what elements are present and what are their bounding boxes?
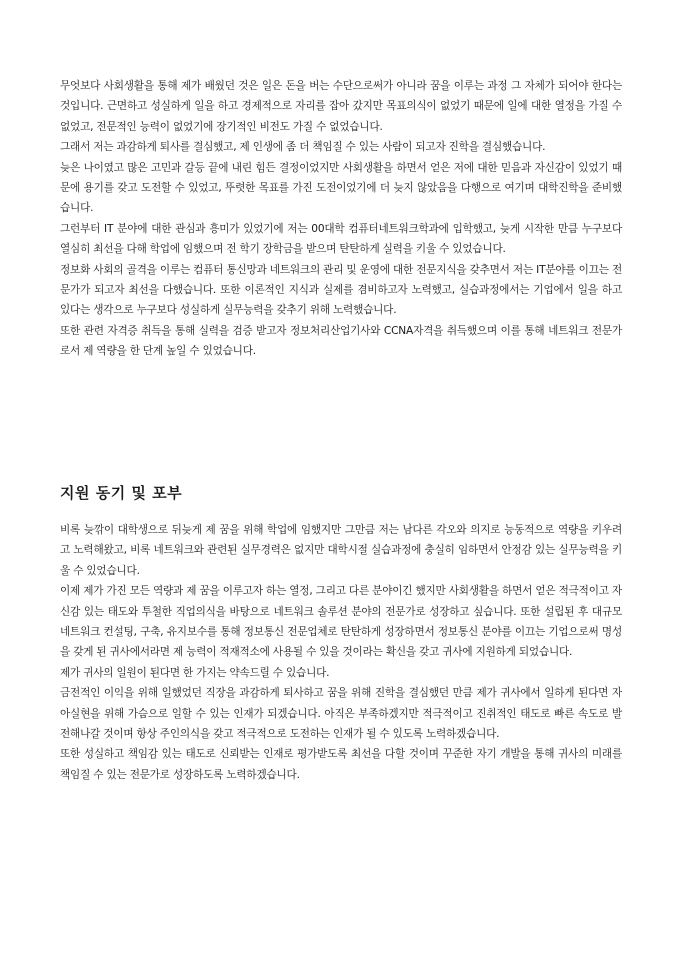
- body-paragraph: 늦은 나이였고 많은 고민과 갈등 끝에 내린 힘든 결정이었지만 사회생활을 하면서 얻은 저에 대한 믿음과 자신감이 있었기 때문에 용기를 갖고 도전할 수 있었고, 뚜렷한 목표를 가진 도전이었기에 더 늦지 않았음을 다행으로 여기며 대학진학을 준비했습니다.: [60, 161, 622, 215]
- body-paragraph: 정보화 사회의 골격을 이루는 컴퓨터 통신망과 네트워크의 관리 및 운영에 대한 전문지식을 갖추면서 저는 IT분야를 이끄는 전문가가 되고자 최선을 다했습니다. 또한 이론적인 지식과 실제를 겸비하고자 노력했고, 실습과정에서는 기업에서 일을 하고 있다는 생각으로 누구보다 성실하게 실무능력을 갖추기 위해 노력했습니다.: [60, 263, 622, 317]
- section-heading: 지원 동기 및 포부: [60, 484, 183, 502]
- body-section-1: [60, 76, 622, 362]
- body-paragraph: 제가 귀사의 일원이 된다면 한 가지는 약속드릴 수 있습니다.: [60, 666, 330, 679]
- body-paragraph: 또한 성실하고 책임감 있는 태도로 신뢰받는 인재로 평가받도록 최선을 다할 것이며 꾸준한 자기 개발을 통해 귀사의 미래를 책임질 수 있는 전문가로 성장하도록 노력하겠습니다.: [60, 748, 622, 781]
- body-paragraph: 금전적인 이익을 위해 일했었던 직장을 과감하게 퇴사하고 꿈을 위해 진학을 결심했던 만큼 제가 귀사에서 일하게 된다면 자아실현을 위해 가슴으로 일할 수 있는 인재가 되겠습니다. 아직은 부족하겠지만 적극적이고 진취적인 태도로 빠른 속도로 발전해나갈 것이며 항상 주인의식을 갖고 적극적으로 도전하는 인재가 될 수 있도록 노력하겠습니다.: [60, 687, 622, 741]
- body-paragraph: 무엇보다 사회생활을 통해 제가 배웠던 것은 일은 돈을 버는 수단으로써가 아니라 꿈을 이루는 과정 그 자체가 되어야 한다는 것입니다. 근면하고 성실하게 일을 하고 경제적으로 자리를 잡아 갔지만 목표의식이 없었기 때문에 일에 대한 열정을 가질 수 없었고, 전문적인 능력이 없었기에 장기적인 비전도 가질 수 없었습니다.: [60, 80, 622, 133]
- body-paragraph: 그런부터 IT 분야에 대한 관심과 흥미가 있었기에 저는 00대학 컴퓨터네트워크학과에 입학했고, 늦게 시작한 만큼 누구보다 열심히 최선을 다해 학업에 임했으며 전 학기 장학금을 받으며 탄탄하게 실력을 키울 수 있었습니다.: [60, 222, 622, 256]
- body-paragraph: 비록 늦깎이 대학생으로 뒤늦게 제 꿈을 위해 학업에 임했지만 그만큼 저는 남다른 각오와 의지로 능동적으로 역량을 키우려고 노력해왔고, 비록 네트워크와 관련된 실무경력은 없지만 대학시절 실습과정에 충실히 임하면서 안정감 있는 실무능력을 키울 수 있었습니다.: [60, 524, 622, 577]
- body-paragraph: 이제 제가 가진 모든 역량과 제 꿈을 이루고자 하는 열정, 그리고 다른 분야이긴 했지만 사회생활을 하면서 얻은 적극적이고 자신감 있는 태도와 투철한 직업의식을 바탕으로 네트워크 솔루션 분야의 전문가로 성장하고 싶습니다. 또한 설립된 후 대규모 네트워크 컨설팅, 구축, 유지보수를 통해 정보통신 전문업체로 탄탄하게 성장하면서 정보통신 분야를 이끄는 기업으로써 명성을 갖게 된 귀사에서라면 제 능력이 적재적소에 사용될 수 있을 것이라는 확신을 갖고 귀사에 지원하게 되었습니다.: [60, 585, 622, 659]
- body-paragraph: 그래서 저는 과감하게 퇴사를 결심했고, 제 인생에 좀 더 책임질 수 있는 사람이 되고자 진학을 결심했습니다.: [60, 141, 546, 154]
- body-section-2: [60, 520, 622, 785]
- body-paragraph: 또한 관련 자격증 취득을 통해 실력을 검증 받고자 정보처리산업기사와 CCNA자격을 취득했으며 이를 통해 네트워크 전문가로서 제 역량을 한 단계 높일 수 있었습니다.: [60, 324, 622, 358]
